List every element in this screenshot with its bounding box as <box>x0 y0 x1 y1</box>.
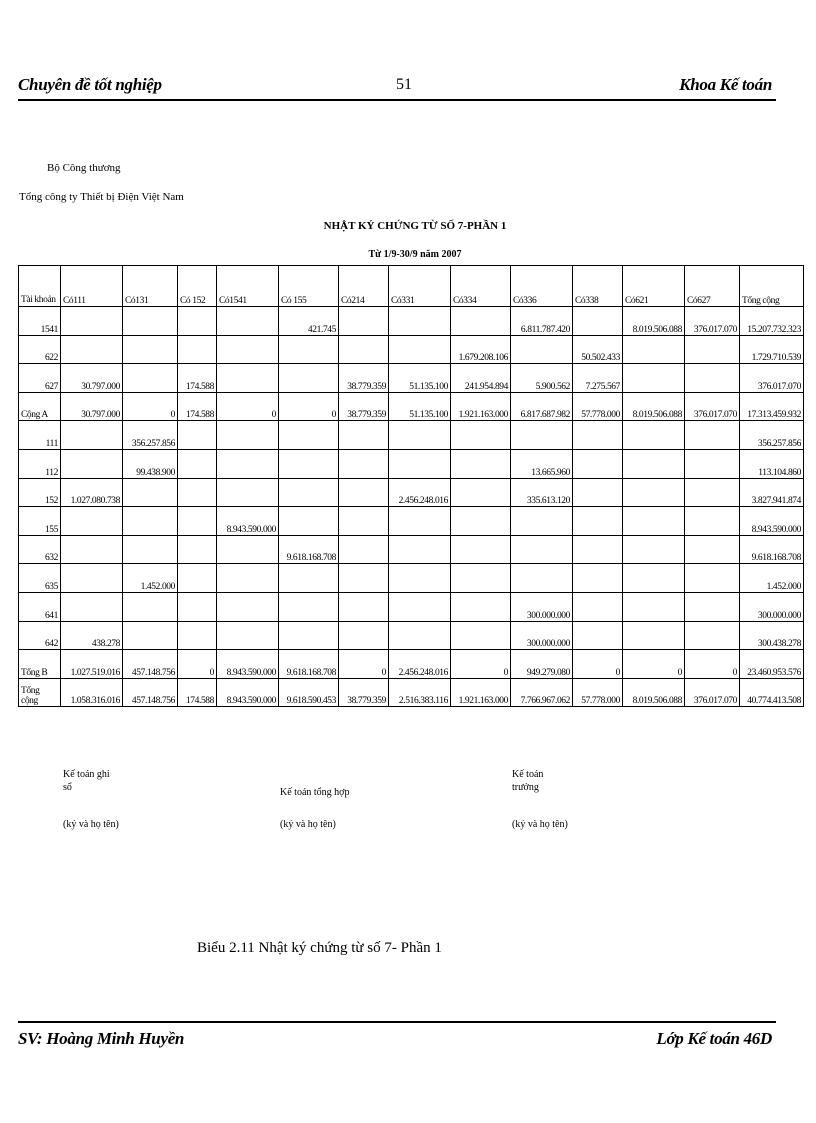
table-cell: 300.000.000 <box>740 592 804 621</box>
row-account-label: 152 <box>19 478 61 507</box>
column-header: Có621 <box>623 266 685 307</box>
table-cell <box>511 535 573 564</box>
table-cell <box>61 535 123 564</box>
table-cell <box>339 564 389 593</box>
column-header: Có111 <box>61 266 123 307</box>
header-thesis-title: Chuyên đề tốt nghiệp <box>18 75 162 94</box>
table-cell <box>61 421 123 450</box>
journal-table <box>18 265 804 707</box>
table-cell <box>61 592 123 621</box>
table-cell: 7.766.967.062 <box>511 678 573 707</box>
table-cell: 6.811.787.420 <box>511 307 573 336</box>
table-cell: 2.456.248.016 <box>389 478 451 507</box>
table-cell: 57.778.000 <box>573 392 623 421</box>
signature-chief-accountant <box>512 768 552 794</box>
table-cell <box>685 478 740 507</box>
table-cell <box>451 535 511 564</box>
table-cell: 0 <box>623 650 685 679</box>
table-cell: 23.460.953.576 <box>740 650 804 679</box>
table-cell: 6.817.687.982 <box>511 392 573 421</box>
table-cell <box>178 535 217 564</box>
table-cell: 0 <box>339 650 389 679</box>
table-cell <box>573 449 623 478</box>
signature-accountant-note: (ký và họ tên) <box>63 819 119 830</box>
table-cell <box>217 335 279 364</box>
table-cell <box>339 335 389 364</box>
table-cell <box>573 478 623 507</box>
table-cell: 376.017.070 <box>740 364 804 393</box>
table-cell <box>573 592 623 621</box>
table-cell <box>389 592 451 621</box>
table-cell: 51.135.100 <box>389 392 451 421</box>
row-account-label: Tổng B <box>19 650 61 679</box>
table-cell: 2.516.383.116 <box>389 678 451 707</box>
row-account-label: 155 <box>19 507 61 536</box>
signature-summary-accountant-note: (ký và họ tên) <box>280 819 336 830</box>
table-cell <box>623 478 685 507</box>
table-cell <box>623 535 685 564</box>
table-row <box>19 449 804 478</box>
footer-class: Lớp Kế toán 46D <box>656 1029 772 1048</box>
table-row <box>19 421 804 450</box>
page-footer <box>18 1021 776 1053</box>
table-cell: 51.135.100 <box>389 364 451 393</box>
table-cell <box>279 421 339 450</box>
signature-accountant-title: Kế toán ghi sổ <box>63 769 110 793</box>
table-cell: 949.279.080 <box>511 650 573 679</box>
table-cell <box>178 564 217 593</box>
table-cell: 1.921.163.000 <box>451 678 511 707</box>
table-cell <box>339 307 389 336</box>
table-cell: 421.745 <box>279 307 339 336</box>
table-cell <box>685 592 740 621</box>
table-cell <box>623 449 685 478</box>
header-faculty: Khoa Kế toán <box>679 75 772 94</box>
table-cell: 1.452.000 <box>123 564 178 593</box>
column-header: Có 152 <box>178 266 217 307</box>
column-header: Có1541 <box>217 266 279 307</box>
table-cell: 5.900.562 <box>511 364 573 393</box>
table-cell: 1.679.208.106 <box>451 335 511 364</box>
table-cell <box>217 621 279 650</box>
table-cell <box>279 364 339 393</box>
table-cell: 7.275.567 <box>573 364 623 393</box>
table-cell <box>178 592 217 621</box>
table-header-row <box>19 266 804 307</box>
table-cell <box>339 592 389 621</box>
table-cell: 1.058.316.016 <box>61 678 123 707</box>
table-cell: 8.943.590.000 <box>217 507 279 536</box>
table-cell <box>279 621 339 650</box>
table-cell: 1.027.519.016 <box>61 650 123 679</box>
row-account-label: 635 <box>19 564 61 593</box>
table-row <box>19 678 804 707</box>
table-cell <box>217 421 279 450</box>
table-cell: 174.588 <box>178 392 217 421</box>
table-cell: 376.017.070 <box>685 392 740 421</box>
table-cell <box>389 335 451 364</box>
table-cell <box>61 335 123 364</box>
table-cell <box>623 621 685 650</box>
table-cell: 38.779.359 <box>339 364 389 393</box>
table-cell: 50.502.433 <box>573 335 623 364</box>
table-cell <box>451 621 511 650</box>
table-cell: 1.452.000 <box>740 564 804 593</box>
table-cell <box>451 421 511 450</box>
table-cell: 174.588 <box>178 364 217 393</box>
table-cell: 356.257.856 <box>123 421 178 450</box>
table-cell <box>217 307 279 336</box>
table-cell <box>573 564 623 593</box>
table-cell <box>623 335 685 364</box>
table-cell <box>217 592 279 621</box>
table-cell <box>279 335 339 364</box>
table-cell <box>123 535 178 564</box>
table-cell: 15.207.732.323 <box>740 307 804 336</box>
column-header: Có336 <box>511 266 573 307</box>
column-header: Có 155 <box>279 266 339 307</box>
table-cell: 8.943.590.000 <box>217 650 279 679</box>
table-cell: 38.779.359 <box>339 392 389 421</box>
column-header: Tổng cộng <box>740 266 804 307</box>
table-cell <box>389 507 451 536</box>
table-row <box>19 364 804 393</box>
table-row <box>19 307 804 336</box>
table-cell: 300.000.000 <box>511 592 573 621</box>
table-cell: 300.438.278 <box>740 621 804 650</box>
table-cell <box>389 564 451 593</box>
row-account-label: 627 <box>19 364 61 393</box>
table-cell <box>511 564 573 593</box>
table-cell <box>123 364 178 393</box>
column-header: Có338 <box>573 266 623 307</box>
table-cell <box>685 449 740 478</box>
table-row <box>19 392 804 421</box>
table-cell <box>123 307 178 336</box>
table-cell <box>573 535 623 564</box>
table-cell <box>339 507 389 536</box>
table-row <box>19 335 804 364</box>
column-header: Có131 <box>123 266 178 307</box>
table-cell: 376.017.070 <box>685 678 740 707</box>
table-cell <box>573 421 623 450</box>
table-cell <box>178 621 217 650</box>
table-cell <box>61 449 123 478</box>
table-cell <box>279 507 339 536</box>
table-cell <box>279 478 339 507</box>
table-cell: 38.779.359 <box>339 678 389 707</box>
signature-accountant <box>63 768 111 794</box>
signature-summary-accountant: Kế toán tổng hợp <box>280 787 350 798</box>
table-cell <box>279 449 339 478</box>
column-header: Có334 <box>451 266 511 307</box>
table-cell <box>389 449 451 478</box>
table-cell <box>623 364 685 393</box>
table-cell <box>61 507 123 536</box>
table-cell <box>123 478 178 507</box>
table-cell: 1.027.080.738 <box>61 478 123 507</box>
table-cell: 3.827.941.874 <box>740 478 804 507</box>
row-account-label: 632 <box>19 535 61 564</box>
table-cell: 8.943.590.000 <box>217 678 279 707</box>
table-cell <box>339 449 389 478</box>
table-cell: 8.019.506.088 <box>623 392 685 421</box>
table-row <box>19 478 804 507</box>
table-cell <box>123 335 178 364</box>
table-cell: 8.019.506.088 <box>623 307 685 336</box>
table-cell: 40.774.413.508 <box>740 678 804 707</box>
table-cell <box>623 421 685 450</box>
row-account-label: Cộng A <box>19 392 61 421</box>
table-cell <box>178 449 217 478</box>
table-cell: 438.278 <box>61 621 123 650</box>
table-cell <box>123 592 178 621</box>
row-account-label: Tổng cộng <box>19 678 61 707</box>
table-cell <box>217 564 279 593</box>
table-cell: 174.588 <box>178 678 217 707</box>
table-cell: 457.148.756 <box>123 678 178 707</box>
signature-chief-accountant-title: Kế toán trưởng <box>512 769 544 793</box>
table-cell <box>451 507 511 536</box>
table-cell <box>623 507 685 536</box>
table-cell: 2.456.248.016 <box>389 650 451 679</box>
table-cell <box>217 449 279 478</box>
table-cell <box>623 592 685 621</box>
table-cell: 241.954.894 <box>451 364 511 393</box>
table-cell <box>451 478 511 507</box>
table-cell: 457.148.756 <box>123 650 178 679</box>
table-cell <box>573 507 623 536</box>
table-cell <box>511 421 573 450</box>
table-cell: 13.665.960 <box>511 449 573 478</box>
table-cell <box>178 478 217 507</box>
table-cell <box>339 478 389 507</box>
column-header: Có331 <box>389 266 451 307</box>
journal-period: Từ 1/9-30/9 năm 2007 <box>368 249 462 260</box>
row-account-label: 642 <box>19 621 61 650</box>
table-cell <box>685 621 740 650</box>
table-cell <box>389 421 451 450</box>
table-row <box>19 535 804 564</box>
table-cell: 300.000.000 <box>511 621 573 650</box>
table-cell: 57.778.000 <box>573 678 623 707</box>
table-row <box>19 592 804 621</box>
table-cell <box>451 449 511 478</box>
org-ministry: Bộ Công thương <box>47 162 121 174</box>
table-cell <box>178 335 217 364</box>
table-cell <box>217 478 279 507</box>
table-cell <box>279 592 339 621</box>
table-cell: 335.613.120 <box>511 478 573 507</box>
table-cell: 1.921.163.000 <box>451 392 511 421</box>
table-cell <box>685 364 740 393</box>
table-cell <box>685 564 740 593</box>
table-cell <box>279 564 339 593</box>
table-cell <box>217 535 279 564</box>
figure-caption: Biểu 2.11 Nhật ký chứng từ số 7- Phần 1 <box>197 940 442 956</box>
table-cell <box>451 564 511 593</box>
table-cell: 0 <box>451 650 511 679</box>
table-cell <box>451 307 511 336</box>
table-cell: 30.797.000 <box>61 364 123 393</box>
table-cell <box>685 335 740 364</box>
table-cell: 9.618.168.708 <box>279 650 339 679</box>
table-cell <box>178 421 217 450</box>
table-cell: 113.104.860 <box>740 449 804 478</box>
table-cell <box>389 307 451 336</box>
table-cell: 0 <box>178 650 217 679</box>
page-header <box>18 73 776 101</box>
table-cell: 9.618.590.453 <box>279 678 339 707</box>
table-cell: 9.618.168.708 <box>279 535 339 564</box>
table-row <box>19 650 804 679</box>
signature-chief-accountant-note: (ký và họ tên) <box>512 819 568 830</box>
table-cell <box>61 564 123 593</box>
table-cell: 0 <box>217 392 279 421</box>
table-cell: 376.017.070 <box>685 307 740 336</box>
table-cell: 0 <box>123 392 178 421</box>
table-row <box>19 621 804 650</box>
table-cell <box>61 307 123 336</box>
table-cell: 0 <box>573 650 623 679</box>
row-account-label: 112 <box>19 449 61 478</box>
org-company: Tổng công ty Thiết bị Điện Việt Nam <box>19 191 184 203</box>
table-cell: 30.797.000 <box>61 392 123 421</box>
table-cell <box>123 507 178 536</box>
table-cell: 356.257.856 <box>740 421 804 450</box>
table-cell <box>685 535 740 564</box>
footer-student: SV: Hoàng Minh Huyền <box>18 1029 185 1048</box>
table-cell: 9.618.168.708 <box>740 535 804 564</box>
table-cell <box>339 421 389 450</box>
table-cell <box>217 364 279 393</box>
table-cell <box>178 307 217 336</box>
table-cell <box>339 535 389 564</box>
table-cell: 8.943.590.000 <box>740 507 804 536</box>
table-cell <box>339 621 389 650</box>
table-cell <box>573 621 623 650</box>
table-cell <box>573 307 623 336</box>
table-cell: 99.438.900 <box>123 449 178 478</box>
table-cell <box>511 507 573 536</box>
column-header: Có214 <box>339 266 389 307</box>
table-row <box>19 564 804 593</box>
row-account-label: 1541 <box>19 307 61 336</box>
table-cell <box>178 507 217 536</box>
journal-title: NHẬT KÝ CHỨNG TỪ SỐ 7-PHẦN 1 <box>323 220 507 232</box>
page-number: 51 <box>396 76 412 93</box>
table-cell: 8.019.506.088 <box>623 678 685 707</box>
table-cell <box>389 621 451 650</box>
table-cell <box>451 592 511 621</box>
table-cell <box>623 564 685 593</box>
table-cell: 0 <box>685 650 740 679</box>
row-account-label: 641 <box>19 592 61 621</box>
table-cell: 17.313.459.932 <box>740 392 804 421</box>
column-header: Có627 <box>685 266 740 307</box>
row-account-label: 622 <box>19 335 61 364</box>
table-row <box>19 507 804 536</box>
table-cell <box>685 421 740 450</box>
table-cell <box>685 507 740 536</box>
table-cell: 0 <box>279 392 339 421</box>
table-cell <box>389 535 451 564</box>
table-cell <box>123 621 178 650</box>
table-cell: 1.729.710.539 <box>740 335 804 364</box>
table-cell <box>511 335 573 364</box>
column-header-account: Tài khoản <box>19 266 61 307</box>
row-account-label: 111 <box>19 421 61 450</box>
